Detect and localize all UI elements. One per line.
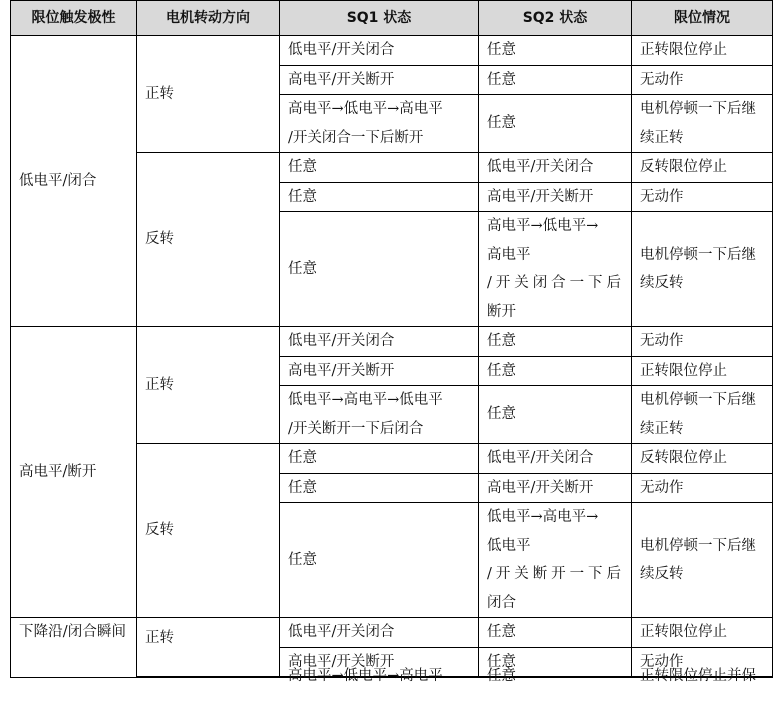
sq1-cell: 低电平→高电平→低电平 /开关断开一下后闭合 bbox=[280, 386, 479, 444]
sq1-cell: 低电平/开关闭合 bbox=[280, 618, 479, 648]
direction-cell bbox=[137, 153, 280, 327]
sq2-cell: 高电平→低电平→ 高电平 /开关闭合一下后 断开 bbox=[479, 212, 632, 327]
sq1-cell: 低电平/开关闭合 bbox=[280, 327, 479, 357]
direction-cell bbox=[137, 618, 280, 677]
polarity-cell bbox=[11, 36, 137, 327]
sq1-cell: 高电平/开关断开 bbox=[280, 356, 479, 386]
result-cell: 正转限位停止 bbox=[632, 618, 773, 648]
polarity-label: 低电平/闭合 bbox=[19, 172, 97, 189]
sq2-cell: 任意 bbox=[479, 95, 632, 153]
sq1-cell: 高电平/开关断开 bbox=[280, 65, 479, 95]
result-cell: 电机停顿一下后继 续反转 bbox=[632, 212, 773, 327]
direction-label: 正转 bbox=[145, 85, 174, 102]
sq2-cell: 低电平/开关闭合 bbox=[479, 153, 632, 183]
sq2-cell: 任意 bbox=[479, 356, 632, 386]
result-cell: 无动作 bbox=[632, 473, 773, 503]
sq1-cell: 高电平→低电平→高电平 /开关闭合一下后断开 bbox=[280, 95, 479, 153]
table-row bbox=[11, 36, 773, 66]
sq2-cell: 任意 bbox=[479, 677, 632, 678]
table-row bbox=[11, 618, 773, 648]
sq1-cell: 任意 bbox=[280, 153, 479, 183]
sq2-cell: 任意 bbox=[479, 327, 632, 357]
sq1-cell: 低电平/开关闭合 bbox=[280, 36, 479, 66]
header-direction: 电机转动方向 bbox=[137, 1, 280, 36]
polarity-label: 高电平/断开 bbox=[19, 463, 97, 480]
sq2-cell: 高电平/开关断开 bbox=[479, 473, 632, 503]
sq2-cell: 任意 bbox=[479, 36, 632, 66]
sq2-cell: 低电平→高电平→ 低电平 /开关断开一下后 闭合 bbox=[479, 503, 632, 618]
polarity-cell bbox=[11, 618, 137, 678]
sq2-cell: 任意 bbox=[479, 65, 632, 95]
limit-table bbox=[10, 0, 773, 684]
direction-cell bbox=[137, 36, 280, 153]
sq2-cell: 任意 bbox=[479, 647, 632, 677]
sq1-cell: 任意 bbox=[280, 444, 479, 474]
header-polarity: 限位触发极性 bbox=[11, 1, 137, 36]
result-cell: 电机停顿一下后继 续反转 bbox=[632, 503, 773, 618]
result-cell: 电机停顿一下后继 续正转 bbox=[632, 386, 773, 444]
header-sq1: SQ1 状态 bbox=[280, 1, 479, 36]
sq2-cell: 低电平/开关闭合 bbox=[479, 444, 632, 474]
direction-label: 正转 bbox=[145, 630, 174, 646]
header-row bbox=[11, 1, 773, 36]
sq1-cell: 任意 bbox=[280, 473, 479, 503]
sq1-cell: 任意 bbox=[280, 503, 479, 618]
result-cell: 无动作 bbox=[632, 182, 773, 212]
sq1-cell: 高电平→低电平→高电平 bbox=[280, 677, 479, 678]
table-row bbox=[11, 327, 773, 357]
direction-cell bbox=[137, 677, 280, 678]
sq2-cell: 任意 bbox=[479, 386, 632, 444]
direction-label: 反转 bbox=[145, 522, 174, 539]
result-cell: 正转限位停止并保 bbox=[632, 677, 773, 678]
polarity-cell bbox=[11, 327, 137, 618]
sq2-cell: 任意 bbox=[479, 618, 632, 648]
sq2-cell: 高电平/开关断开 bbox=[479, 182, 632, 212]
result-cell: 无动作 bbox=[632, 647, 773, 677]
result-cell: 无动作 bbox=[632, 327, 773, 357]
direction-label: 反转 bbox=[145, 231, 174, 248]
sq1-cell: 任意 bbox=[280, 182, 479, 212]
direction-cell bbox=[137, 444, 280, 618]
direction-label: 正转 bbox=[145, 376, 174, 393]
result-cell: 正转限位停止 bbox=[632, 356, 773, 386]
header-sq2: SQ2 状态 bbox=[479, 1, 632, 36]
polarity-label: 下降沿/闭合瞬间 bbox=[19, 624, 126, 640]
sq1-cell: 高电平/开关断开 bbox=[280, 647, 479, 677]
result-cell: 正转限位停止 bbox=[632, 36, 773, 66]
result-cell: 反转限位停止 bbox=[632, 444, 773, 474]
result-cell: 电机停顿一下后继 续正转 bbox=[632, 95, 773, 153]
result-cell: 无动作 bbox=[632, 65, 773, 95]
result-cell: 反转限位停止 bbox=[632, 153, 773, 183]
sq1-cell: 任意 bbox=[280, 212, 479, 327]
header-result: 限位情况 bbox=[632, 1, 773, 36]
direction-cell bbox=[137, 327, 280, 444]
